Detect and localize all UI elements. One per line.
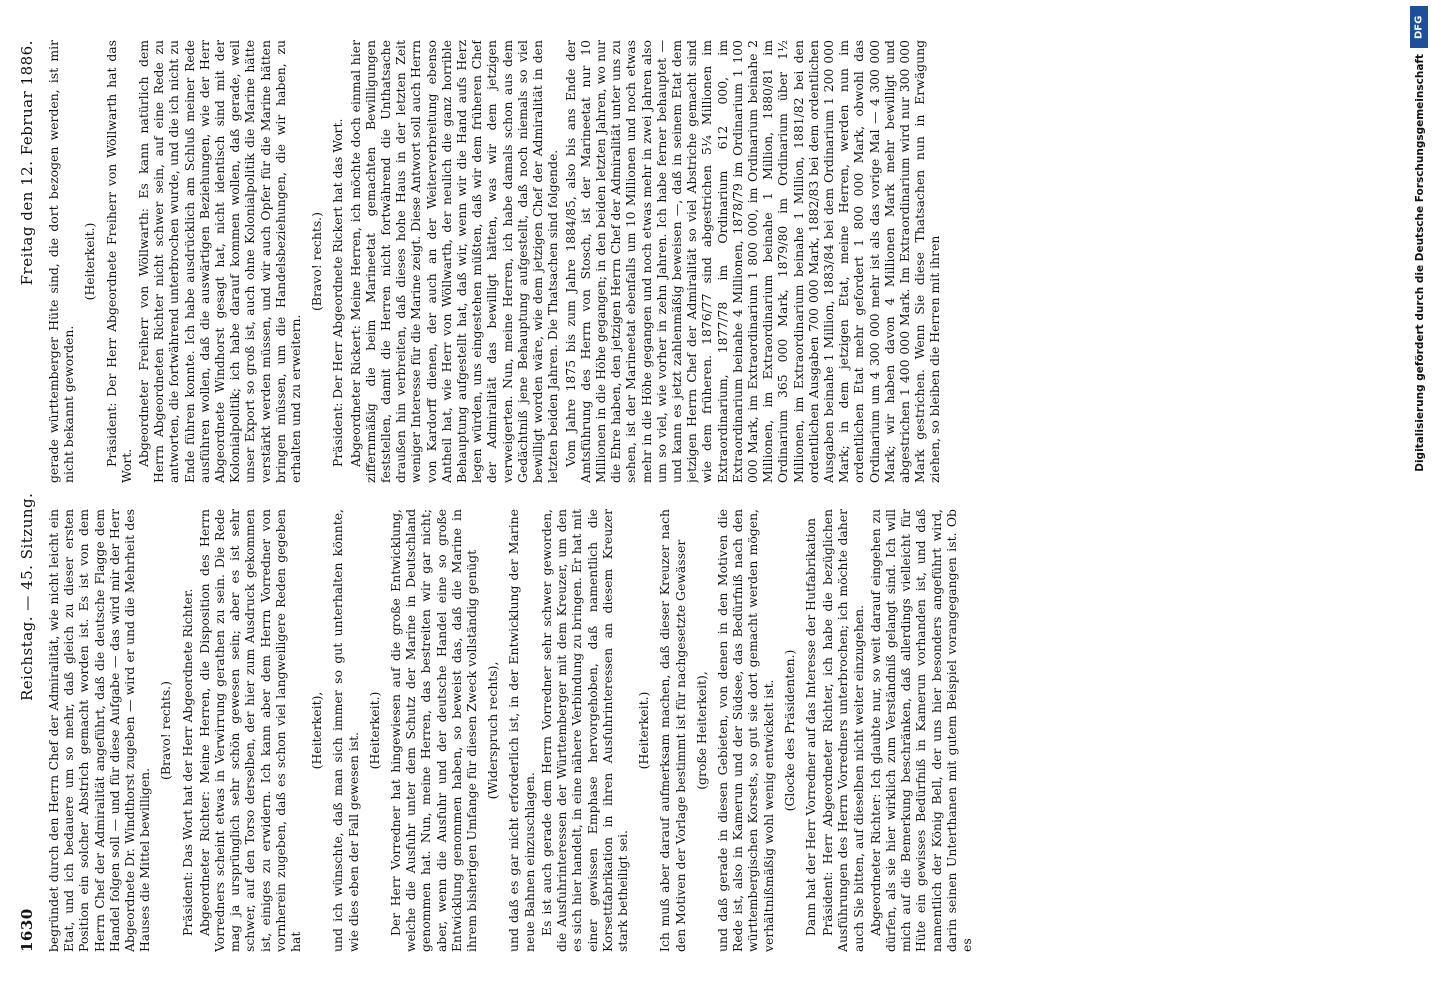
page-number: 1630: [18, 908, 36, 952]
stage-note: (Heiterkeit.): [636, 691, 652, 770]
stage-note: (Bravo! rechts.): [158, 681, 174, 780]
paragraph: Präsident: Herr Abgeordneter Richter, ich habe die bezüglichen Ausführungen des Herrn Vorredners unterbrochen; ich möchte daher auch Sie bitten, auf dieselben nicht weiter einzugehen.: [820, 509, 866, 952]
paragraph: Dann hat der Herr Vorredner auf das Interesse der Hutfabrikation: [802, 517, 818, 936]
paragraph: Abgeordneter Richter: Ich glaubte nur, so weit darauf eingehen zu dürfen, als sie hier wirklich zum Verständniß gelangt sind. Ich will mich auf die Bemerkung beschränken, daß allerdings vielleicht für Hüte ein gewisses Bedürfniß in Kamerun vorhanden ist, und daß namentlich der König Bell, der uns hier besonders angeführt wird, darin seinen Unterthanen mit gutem Beispiel vorangegangen ist. Ob es: [867, 509, 974, 952]
column-left: [46, 509, 1356, 952]
text-columns: [46, 40, 1356, 952]
paragraph: und daß es gar nicht erforderlich ist, in der Entwicklung der Marine neue Bahnen einzuschlagen.: [506, 509, 537, 952]
stage-note: (große Heiterkeit),: [693, 671, 709, 790]
paragraph: und ich wünschte, daß man sich immer so gut unterhalten könnte, wie dies eben der Fall gewesen ist.: [330, 509, 361, 952]
paragraph: Es ist auch gerade dem Herrn Vorredner sehr schwer geworden, die Ausfuhrinteressen der Württemberger mit dem Kreuzer, um den es sich hier handelt, in eine nähere Verbindung zu bringen. Er hat mit einer gewissen Emphase hervorgehoben, daß namentlich die Korsettfabrikation in ihren Ausfuhrinteressen an diesem Kreuzer stark betheiligt sei.: [538, 509, 630, 952]
session-date: Freitag den 12. Februar 1886.: [18, 40, 36, 286]
paragraph: Abgeordneter Freiherr von Wöllwarth: Es kann natürlich dem Herrn Abgeordneten Richter nicht schwer sein, auf eine Rede zu antworten, die fortwährend unterbrochen wurde, und die ich nicht zu Ende führen konnte. Ich habe ausdrücklich am Schluß meiner Rede ausführen wollen, daß die auswärtigen Beziehungen, wie der Herr Abgeordnete Windhorst gesagt hat, nicht identisch sind mit der Kolonialpolitik; ich habe darauf kommen wollen, daß gerade, weil unser Export so groß ist, auch ohne Kolonialpolitik die Marine hätte verstärkt werden müssen, und wir auch Opfer für die Marine hätten bringen müssen, um die Handelsbeziehungen, die wir haben, zu erhalten und zu erweitern.: [136, 40, 304, 483]
session-title: Reichstag. — 45. Sitzung.: [18, 492, 36, 702]
digitization-credit: Digitalisierung gefördert durch die Deutsche Forschungsgemeinschaft: [1414, 54, 1426, 472]
paragraph: Präsident: Der Herr Abgeordnete Freiherr von Wöllwarth hat das Wort.: [103, 40, 134, 483]
column-right: [46, 40, 1356, 483]
running-head: [18, 40, 40, 952]
stage-note: (Heiterkeit.): [82, 222, 98, 301]
paragraph: Vom Jahre 1875 bis zum Jahre 1884/85, also bis ans Ende der Amtsführung des Herrn von Stosch, ist der Marineetat nur 10 Millionen in die Höhe gegangen; in den beiden letzten Jahren, wo nur die Ehre haben, den jetzigen Herrn Chef der Admiralität unter uns zu sehen, ist der Marineetat ebenfalls um 10 Millionen und noch etwas mehr in die Höhe gegangen und noch etwas mehr in zwei Jahren also um so viel, wie vorher in zehn Jahren. Ich habe ferner behauptet — und kann es jetzt zahlenmäßig beweisen —, daß in seinem Etat dem jetzigen Herrn Chef der Admiralität so viel Abstriche gemacht sind wie dem früheren. 1876/77 sind abgestrichen 5¼ Millionen im Extraordinarium, 1877/78 im Ordinarium 612 000, im Extraordinarium beinahe 4 Millionen, 1878/79 im Ordinarium 1 100 000 Mark, im Extraordinarium 1 800 000, im Ordinarium beinahe 2 Millionen, im Extraordinarium beinahe 1 Million, 1880/81 im Ordinarium 365 000 Mark, 1879/80 im Ordinarium über 1½ Millionen, im Extraordinarium beinahe 1 Million, 1881/82 bei den ordentlichen Ausgaben 700 000 Mark, 1882/83 bei dem ordentlichen Ausgaben beinahe 1 Million, 1883/84 bei dem Ordinarium 1 200 000 Mark; in dem jetzigen Etat, meine Herren, werden nun im ordentlichen Etat mehr gefordert 1 800 000 Mark, obwohl das Ordinarium um 4 300 000 mehr ist als das vorige Mal — 4 300 000 Mark; wir haben davon 4 Millionen Mark mehr bewilligt und abgestrichen 1 400 000 Mark. Im Extraordinarium wird nur 300 000 Mark gestrichen. Wenn Sie diese Thatsachen nun in Erwägung ziehen, so bleiben die Herren mit ihren: [562, 40, 943, 483]
stage-note: (Bravo! rechts.): [309, 212, 325, 311]
stage-note: (Widerspruch rechts),: [485, 661, 501, 800]
paragraph: Präsident: Das Wort hat der Herr Abgeordnete Richter.: [179, 588, 195, 936]
paragraph: begründet durch den Herrn Chef der Admiralität, wie nicht leicht ein Etat, und ich bedauere um so mehr, daß gleich zu dieser ersten Position ein solcher Abstrich gemacht worden ist. Es ist von dem Herrn Chef der Admiralität angeführt, daß die deutsche Flagge dem Handel folgen soll — und für diese Aufgabe — das wird mir der Herr Abgeordnete Dr. Windthorst zugeben — wird er und die Mehrheit des Hauses die Mittel bewilligen.: [46, 509, 153, 952]
stage-note: (Glocke des Präsidenten.): [781, 649, 797, 812]
paragraph: gerade württemberger Hüte sind, die dort bezogen werden, ist mir nicht bekannt geworden.: [46, 40, 77, 483]
paragraph: Der Herr Vorredner hat hingewiesen auf die große Entwicklung, welche die Ausfuhr unter dem Schutz der Marine in Deutschland genommen hat. Nun, meine Herren, das bestreiten wir gar nicht; aber, wenn die Ausfuhr und der deutsche Handel eine so große Entwicklung genommen haben, so beweist das, daß die Marine in ihrem bisherigen Umfange für diesen Zweck vollständig genügt: [388, 509, 480, 952]
dfg-logo: DFG: [1410, 6, 1428, 48]
paragraph: Ich muß aber darauf aufmerksam machen, daß dieser Kreuzer nach den Motiven der Vorlage bestimmt ist für nachgesetzte Gewässer: [657, 509, 688, 952]
paragraph: Präsident: Der Herr Abgeordnete Rickert hat das Wort.: [330, 118, 346, 467]
digitization-strip: [1406, 0, 1432, 1000]
paragraph: und daß gerade in diesen Gebieten, von denen in den Motiven die Rede ist, also in Kamerun und der Südsee, das Bedürfniß nach den württembergischen Korsets, so gut sie dort gemacht werden mögen, verhältnißmäßig wohl wenig entwickelt ist.: [714, 509, 776, 952]
paragraph: Abgeordneter Rickert: Meine Herren, ich möchte doch einmal hier ziffernmäßig die beim Marineetat gemachten Bewilligungen feststellen, damit die Herren nicht fortwährend die Unthatsache draußen hin verbreiten, daß dieses hohe Haus in der letzten Zeit weniger Interesse für die Marine zeigt. Diese Antwort soll auch Herrn von Kardorff dienen, der auch an der Weiterverbreitung ebenso Antheil hat, wie Herr von Wöllwarth, der neulich die ganz horrible Behauptung aufgestellt hat, daß wir, wenn wir die Hand aufs Herz legen würden, uns eingestehen müßten, daß wir dem früheren Chef der Admiralität das bewilligt hätten, was wir dem jetzigen verweigerten. Nun, meine Herren, ich habe damals schon aus dem Gedächtniß jene Behauptung aufgestellt, daß noch niemals so viel bewilligt worden wäre, wie dem jetzigen Chef der Admiralität in den letzten beiden Jahren. Die Thatsachen sind folgende.: [347, 40, 561, 483]
stage-note: (Heiterkeit),: [309, 691, 325, 770]
stage-note: (Heiterkeit.): [366, 691, 382, 770]
paragraph: Abgeordneter Richter: Meine Herren, die Disposition des Herrn Vorredners scheint etwas in Verwirrung gerathen zu sein. Die Rede mag ja ursprünglich sehr schön gewesen sein; aber es ist sehr schwer, auf den Torso derselben, der hier zum Ausdruck gekommen ist, einiges zu erwidern. Ich kann aber dem Herrn Vorredner von vornherein zugeben, daß es schon viel langweiligere Reden gegeben hat: [196, 509, 304, 952]
